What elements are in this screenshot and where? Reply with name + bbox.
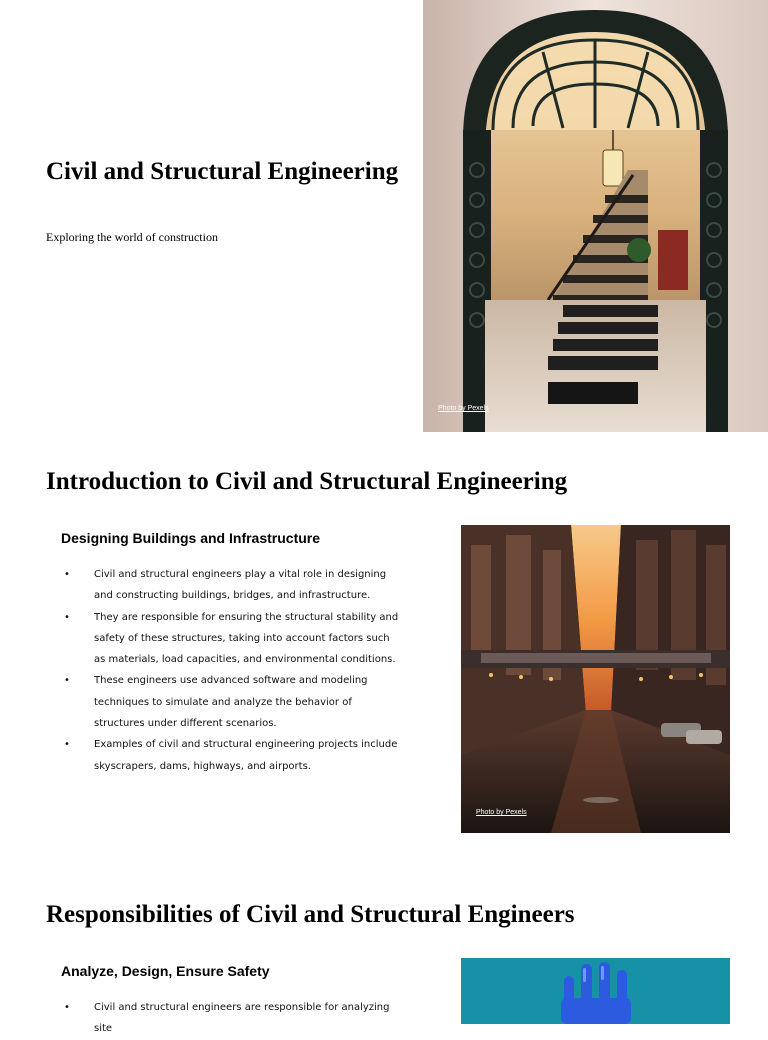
bullet-icon: • xyxy=(64,739,70,751)
list-item: • These engineers use advanced software and modeling techniques to simulate and analyze the behavior of structures under different scenarios. xyxy=(61,670,401,734)
bullet-icon: • xyxy=(64,569,70,580)
robot-hand-photo xyxy=(461,958,730,1024)
title-slide xyxy=(0,0,768,432)
presentation-title: Civil and Structural Engineering xyxy=(46,158,399,185)
responsibilities-bullet-list xyxy=(61,997,401,1040)
photo-credit-link[interactable]: Photo by Pexels xyxy=(438,405,489,412)
intro-section-title: Introduction to Civil and Structural Engineering xyxy=(46,468,568,495)
intro-bullet-list xyxy=(61,564,401,777)
responsibilities-section-title: Responsibilities of Civil and Structural Engineers xyxy=(46,901,575,928)
bullet-icon: • xyxy=(64,1002,70,1013)
responsibilities-subheading: Analyze, Design, Ensure Safety xyxy=(61,963,270,979)
intro-subheading: Designing Buildings and Infrastructure xyxy=(61,530,321,546)
presentation-subtitle: Exploring the world of construction xyxy=(46,230,218,244)
city-street-sunset-photo xyxy=(461,525,730,833)
bullet-icon: • xyxy=(64,611,70,623)
list-item: • They are responsible for ensuring the structural stability and safety of these structures, taking into account factors such as materials, load capacities, and environmental conditions. xyxy=(61,607,401,671)
bullet-icon: • xyxy=(64,675,70,687)
doorway-staircase-photo xyxy=(423,0,768,432)
list-item: • Civil and structural engineers play a vital role in designing and constructing buildings, bridges, and infrastructure. xyxy=(61,564,401,607)
list-item: • Civil and structural engineers are responsible for analyzing site xyxy=(61,997,401,1040)
photo-credit-link[interactable]: Photo by Pexels xyxy=(476,809,527,816)
list-item: • Examples of civil and structural engineering projects include skyscrapers, dams, highways, and airports. xyxy=(61,734,401,777)
